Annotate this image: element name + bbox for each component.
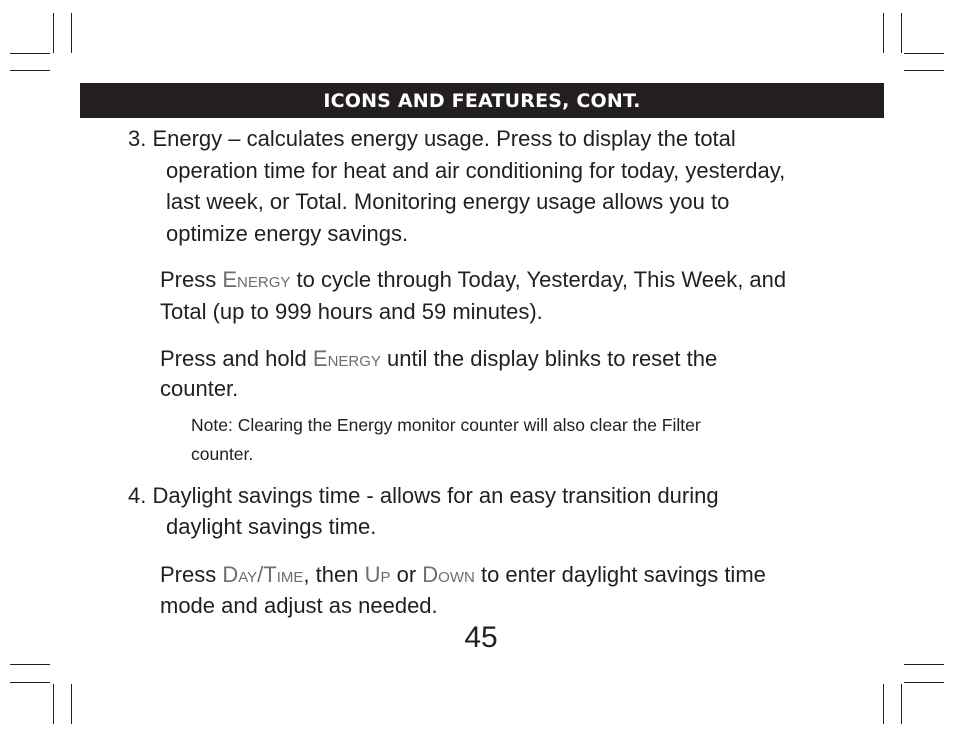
instruction-text: to cycle through Today, Yesterday, This Week, and xyxy=(296,267,787,292)
instruction-text: Press xyxy=(160,562,217,587)
section-title: ICONS AND FEATURES, CONT. xyxy=(323,89,641,112)
item-3-line-1: 3. Energy – calculates energy usage. Press to display the total xyxy=(128,126,736,151)
up-key-label: Up xyxy=(364,562,391,587)
note-line-1: Note: Clearing the Energy monitor counter will also clear the Filter xyxy=(191,415,701,435)
instruction-text: , then xyxy=(303,562,359,587)
crop-mark xyxy=(904,664,944,665)
energy-cycle-instruction xyxy=(160,269,786,291)
crop-mark xyxy=(10,53,50,54)
day-time-key-label: Day/Time xyxy=(222,562,304,587)
crop-mark xyxy=(901,684,902,724)
energy-reset-instruction xyxy=(160,348,717,370)
item-3-line-4: optimize energy savings. xyxy=(166,221,409,246)
energy-key-label: Energy xyxy=(222,267,291,292)
crop-mark xyxy=(904,682,944,683)
instruction-text: Press xyxy=(160,267,217,292)
section-header-bar xyxy=(80,83,884,118)
crop-mark xyxy=(71,684,72,724)
crop-mark xyxy=(53,684,54,724)
crop-mark xyxy=(883,684,884,724)
instruction-text: Press and hold xyxy=(160,346,307,371)
item-3-line-2: operation time for heat and air conditioning for today, yesterday, xyxy=(166,158,786,183)
crop-mark xyxy=(10,664,50,665)
item-4-line-2: daylight savings time. xyxy=(166,514,377,539)
down-key-label: Down xyxy=(422,562,475,587)
energy-cycle-instruction-line-2: Total (up to 999 hours and 59 minutes). xyxy=(160,299,543,324)
crop-mark xyxy=(71,13,72,53)
item-3-line-3: last week, or Total. Monitoring energy usage allows you to xyxy=(166,189,730,214)
crop-mark xyxy=(10,70,50,71)
crop-mark xyxy=(10,682,50,683)
item-4-line-1: 4. Daylight savings time - allows for an easy transition during xyxy=(128,483,719,508)
crop-mark xyxy=(904,53,944,54)
energy-reset-instruction-line-2: counter. xyxy=(160,376,239,401)
note-line-2: counter. xyxy=(191,444,254,464)
crop-mark xyxy=(901,13,902,53)
instruction-text: until the display blinks to reset the xyxy=(387,346,718,371)
instruction-text: or xyxy=(396,562,417,587)
daylight-instruction-line-2: mode and adjust as needed. xyxy=(160,593,438,618)
page-number: 45 xyxy=(464,621,498,654)
energy-key-label: Energy xyxy=(312,346,381,371)
crop-mark xyxy=(53,13,54,53)
crop-mark xyxy=(904,70,944,71)
crop-mark xyxy=(883,13,884,53)
instruction-text: to enter daylight savings time xyxy=(480,562,766,587)
daylight-instruction xyxy=(160,564,766,586)
